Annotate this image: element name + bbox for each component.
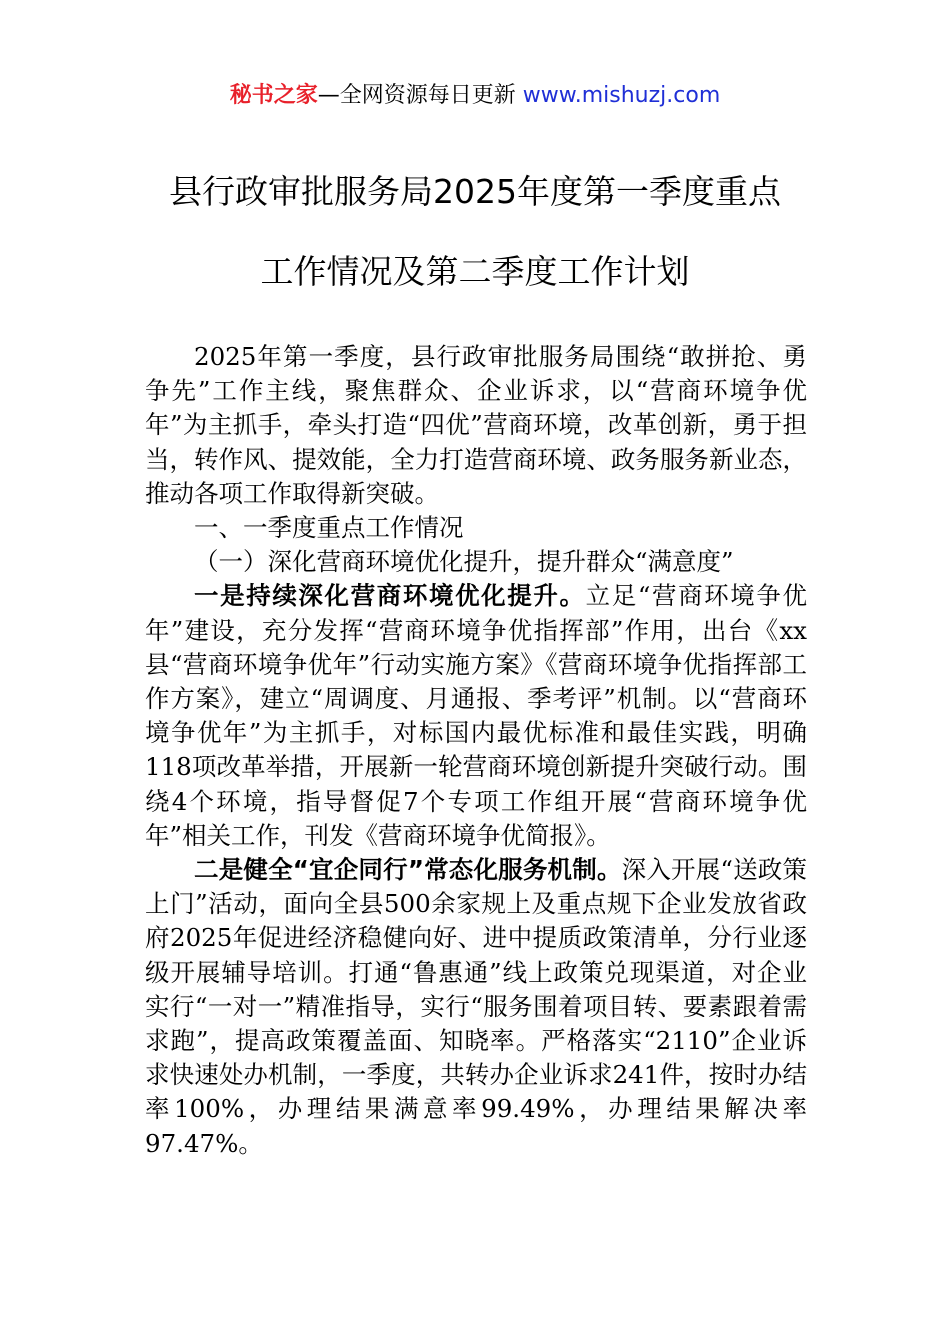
document-body: [145, 340, 807, 1161]
item-1-lead: 一是持续深化营商环境优化提升。: [194, 581, 586, 611]
subsection-heading: （一）深化营商环境优化提升，提升群众“满意度”: [194, 547, 734, 577]
item-1-text: 立足“营商环境争优年”建设，充分发挥“营商环境争优指挥部”作用，出台《xx县“营商环境争优年”行动实施方案》《营商环境争优指挥部工作方案》，建立“周调度、月通报、季考评”机制。以“营商环境争优年”为主抓手，对标国内最优标准和最佳实践，明确118项改革举措，开展新一轮营商环境创新提升突破行动。围绕4个环境，指导督促7个专项工作组开展“营商环境争优年”相关工作，刊发《营商环境争优简报》。: [145, 581, 807, 850]
document-title-line-1: 县行政审批服务局2025年度第一季度重点: [169, 172, 781, 211]
intro-paragraph: 2025年第一季度，县行政审批服务局围绕“敢拼抢、勇争先”工作主线，聚焦群众、企业诉求，以“营商环境争优年”为主抓手，牵头打造“四优”营商环境，改革创新，勇于担当，转作风、提效能，全力打造营商环境、政务服务新业态，推动各项工作取得新突破。: [145, 342, 807, 508]
banner-url-link[interactable]: www.mishuzj.com: [522, 83, 721, 108]
item-paragraph-2: [145, 853, 807, 1161]
section-heading: 一、一季度重点工作情况: [194, 513, 464, 543]
document-title-line-2: 工作情况及第二季度工作计划: [260, 252, 690, 291]
item-2-lead: 二是健全“宜企同行”常态化服务机制。: [194, 855, 622, 885]
item-2-text: 深入开展“送政策上门”活动，面向全县500余家规上及重点规下企业发放省政府2025年促进经济稳健向好、进中提质政策清单，分行业逐级开展辅导培训。打通“鲁惠通”线上政策兑现渠道，对企业实行“一对一”精准指导，实行“服务围着项目转、要素跟着需求跑”，提高政策覆盖面、知晓率。严格落实“2110”企业诉求快速处办机制，一季度，共转办企业诉求241件，按时办结率100%，办理结果满意率99.49%，办理结果解决率97.47%。: [145, 855, 807, 1158]
banner-slogan: —全网资源每日更新: [317, 83, 523, 108]
item-paragraph-1: [145, 579, 807, 853]
banner-brand: 秘书之家: [229, 83, 318, 108]
document-title: [60, 152, 890, 312]
site-banner: [0, 80, 950, 112]
